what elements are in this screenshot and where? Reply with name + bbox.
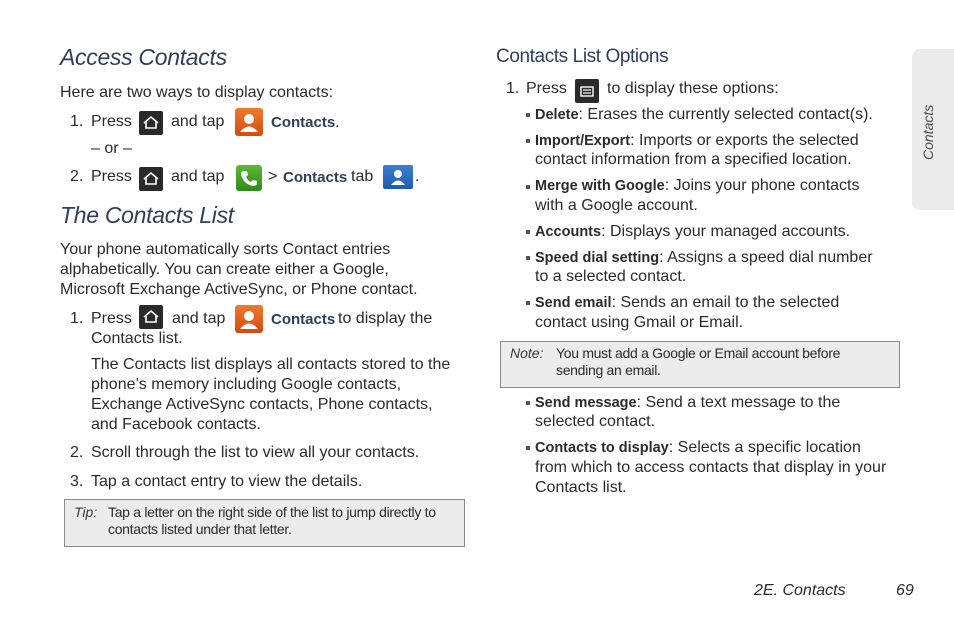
or-separator: – or –	[91, 140, 132, 157]
punct: .	[415, 168, 420, 185]
option-line	[535, 438, 861, 458]
step-text: Press	[91, 113, 132, 130]
bullet	[526, 185, 530, 189]
option-desc: : Assigns a speed dial number	[659, 249, 873, 266]
section-title-contacts-list: The Contacts List	[60, 202, 234, 228]
option-desc: : Send a text message to the	[636, 394, 841, 411]
option-desc-cont: from which to access contacts that display in your	[535, 459, 887, 476]
option-name: Delete	[535, 107, 579, 123]
step-text: tab	[351, 168, 374, 185]
step-text: Press	[526, 80, 567, 97]
paragraph-line: Microsoft Exchange ActiveSync, or Phone contact.	[60, 281, 418, 298]
tip-label: Tip:	[74, 504, 98, 520]
contacts-label: Contacts	[271, 311, 336, 328]
option-desc-cont: with a Google account.	[535, 197, 698, 214]
step-text: and tap	[171, 168, 225, 185]
option-line	[535, 222, 850, 242]
step-text: and tap	[171, 113, 225, 130]
home-key-icon	[139, 167, 163, 191]
option-desc-cont: to a selected contact.	[535, 268, 687, 285]
option-name: Send message	[535, 395, 637, 411]
gt-symbol: >	[268, 168, 278, 185]
option-desc-cont: contact information from a specified location.	[535, 151, 852, 168]
bullet	[526, 301, 530, 305]
step-subtext: phone’s memory including Google contacts,	[91, 376, 402, 393]
bullet	[526, 256, 530, 260]
option-desc: : Joins your phone contacts	[664, 177, 860, 194]
bullet	[526, 139, 530, 143]
section-title-contacts-list-options: Contacts List Options	[496, 46, 669, 67]
home-key-icon	[139, 305, 163, 329]
step-text: Contacts list.	[91, 330, 183, 347]
step-text: Press	[91, 168, 132, 185]
option-line	[535, 248, 873, 268]
step-number: 1.	[506, 80, 520, 97]
step-text: Scroll through the list to view all your contacts.	[91, 444, 420, 461]
step-text: Tap a contact entry to view the details.	[91, 473, 363, 490]
contacts-label: Contacts	[283, 169, 348, 186]
menu-key-icon	[575, 79, 599, 103]
home-key-icon	[139, 111, 163, 135]
option-name: Import/Export	[535, 133, 631, 149]
option-name: Merge with Google	[535, 178, 665, 194]
tip-text: contacts listed under that letter.	[108, 521, 292, 537]
bullet	[526, 446, 530, 450]
step-subtext: Exchange ActiveSync contacts, Phone contacts,	[91, 396, 433, 413]
option-desc: : Sends an email to the selected	[611, 294, 840, 311]
contacts-app-icon	[235, 108, 263, 136]
step-number: 2.	[70, 444, 84, 461]
tip-text: Tap a letter on the right side of the list to jump directly to	[108, 504, 436, 520]
option-desc-cont: contact using Gmail or Email.	[535, 314, 744, 331]
step-text: Press	[91, 310, 132, 327]
option-line	[535, 176, 859, 196]
step-number: 2.	[70, 168, 84, 185]
option-line	[535, 131, 859, 151]
note-label: Note:	[510, 345, 544, 361]
footer-section: 2E. Contacts	[754, 582, 846, 599]
intro-text: Here are two ways to display contacts:	[60, 84, 334, 101]
contacts-app-icon	[235, 305, 263, 333]
step-number: 3.	[70, 473, 84, 490]
phone-app-icon	[236, 165, 262, 191]
contacts-tab-icon	[383, 165, 413, 189]
step-text: and tap	[172, 310, 226, 327]
option-line	[535, 393, 840, 413]
option-desc: : Displays your managed accounts.	[601, 223, 851, 240]
chapter-side-tab-label: Contacts	[920, 104, 936, 160]
note-text: sending an email.	[556, 362, 661, 378]
section-title-access-contacts: Access Contacts	[60, 44, 227, 70]
option-desc: : Selects a specific location	[668, 439, 861, 456]
option-name: Speed dial setting	[535, 250, 660, 266]
bullet	[526, 230, 530, 234]
option-line	[535, 105, 873, 125]
option-desc-cont: selected contact.	[535, 413, 656, 430]
step-text: to display these options:	[607, 80, 779, 97]
step-number: 1.	[70, 113, 84, 130]
bullet	[526, 401, 530, 405]
step-text: to display the	[338, 310, 433, 327]
option-name: Contacts to display	[535, 440, 669, 456]
page-number: 69	[896, 582, 914, 599]
option-name: Send email	[535, 295, 612, 311]
option-desc: : Imports or exports the selected	[630, 132, 859, 149]
paragraph-line: Your phone automatically sorts Contact entries	[60, 241, 391, 258]
bullet	[526, 113, 530, 117]
option-desc: : Erases the currently selected contact(s).	[578, 106, 873, 123]
contacts-label: Contacts	[271, 114, 336, 131]
option-name: Accounts	[535, 224, 602, 240]
punct: .	[335, 114, 340, 131]
note-text: You must add a Google or Email account before	[556, 345, 841, 361]
paragraph-line: alphabetically. You can create either a Google,	[60, 261, 389, 278]
step-number: 1.	[70, 310, 84, 327]
option-desc-cont: Contacts list.	[535, 479, 627, 496]
step-subtext: The Contacts list displays all contacts stored to the	[91, 356, 451, 373]
option-line	[535, 293, 839, 313]
step-subtext: and Facebook contacts.	[91, 416, 261, 433]
